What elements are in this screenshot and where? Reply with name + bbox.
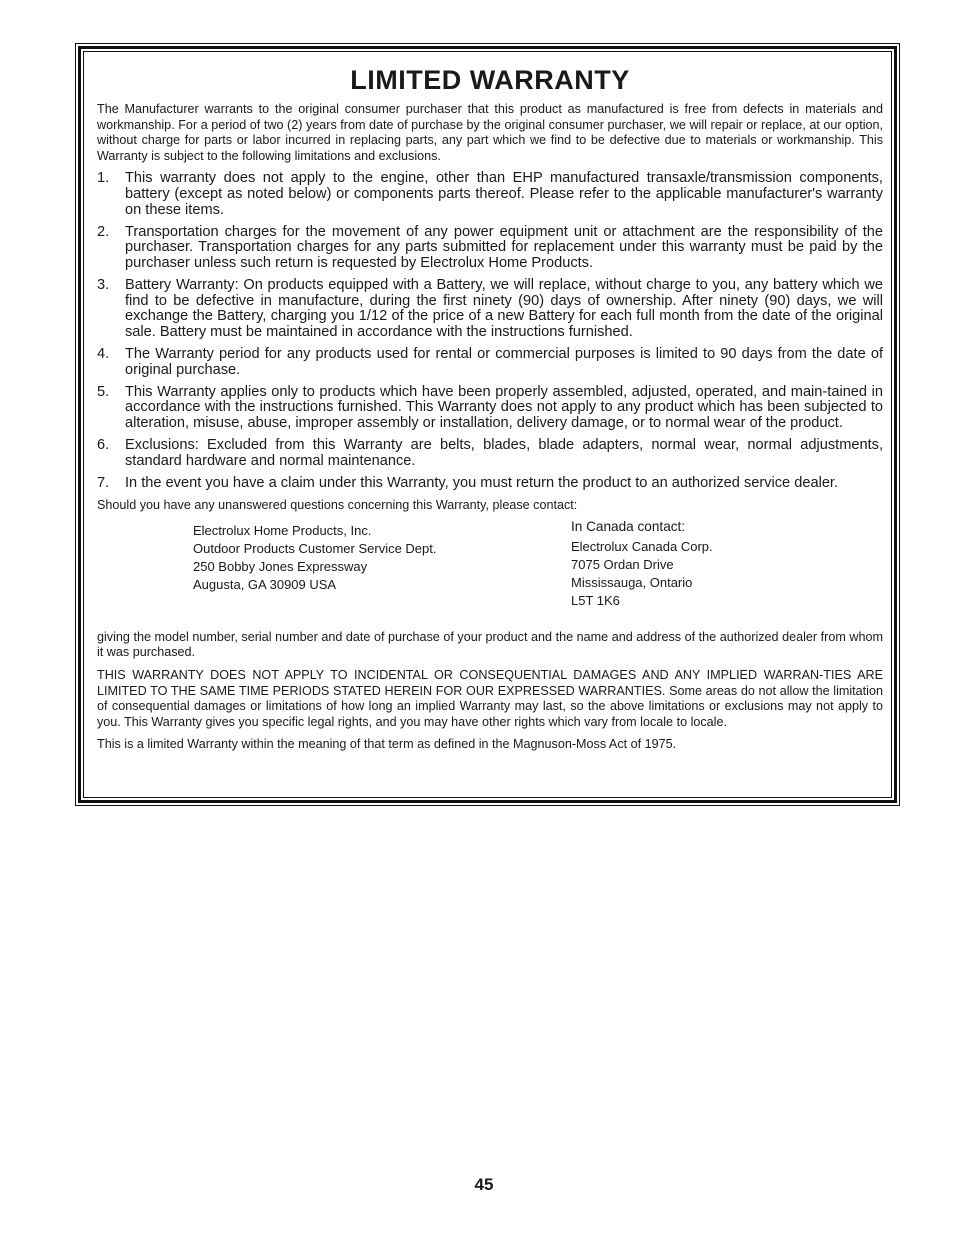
limitations-list: [97, 171, 883, 491]
warranty-content: [97, 58, 883, 760]
item-number: 4.: [97, 346, 110, 363]
contact-prompt: Should you have any unanswered questions concerning this Warranty, please contact:: [97, 498, 578, 513]
magnuson-moss-paragraph: This is a limited Warranty within the meaning of that term as defined in the Magnuson-Moss Act of 1975.: [97, 737, 677, 752]
item-text: The Warranty period for any products used for rental or commercial purposes is limited to 90 days from the date of original purchase.: [125, 346, 883, 378]
canada-contact-address: [571, 518, 713, 610]
list-item: [97, 438, 883, 469]
item-text: Exclusions: Excluded from this Warranty are belts, blades, blade adapters, normal wear, normal adjustments, standard hardware and normal maintenance.: [125, 437, 883, 469]
address-line: Augusta, GA 30909 USA: [193, 576, 337, 592]
list-item: [97, 171, 883, 218]
item-text: This Warranty applies only to products which have been properly assembled, adjusted, operated, and main-tained in accordance with the instructions furnished. This Warranty does not apply to any product which has been subjected to alteration, misuse, abuse, improper assembly or installation, delivery damage, or to normal wear of the product.: [125, 383, 883, 432]
list-item: [97, 225, 883, 272]
address-line: Mississauga, Ontario: [571, 574, 693, 590]
contact-addresses: [97, 514, 883, 630]
page-title: LIMITED WARRANTY: [350, 65, 630, 95]
address-line: Electrolux Canada Corp.: [571, 538, 713, 554]
item-number: 1.: [97, 170, 110, 187]
address-line: Electrolux Home Products, Inc.: [193, 522, 372, 538]
list-item: [97, 385, 883, 432]
item-text: Transportation charges for the movement of any power equipment unit or attachment are the responsibility of the purchaser. Transportation charges for any parts submitted for replacement under this warranty must be paid by the purchaser unless such return is requested by Electrolux Home Products.: [125, 223, 883, 271]
item-text: In the event you have a claim under this Warranty, you must return the product to an authorized service dealer.: [125, 475, 839, 492]
item-text: This warranty does not apply to the engine, other than EHP manufactured transaxle/transmission components, battery (except as noted below) or components parts thereof. Please refer to the applicable manufacturer's warranty on these items.: [125, 170, 883, 218]
page-number: 45: [474, 1175, 494, 1194]
item-number: 6.: [97, 437, 110, 454]
list-item: [97, 347, 883, 378]
address-line: 7075 Ordan Drive: [571, 556, 674, 572]
us-contact-address: [193, 522, 437, 594]
item-number: 3.: [97, 277, 110, 294]
item-number: 2.: [97, 223, 110, 240]
item-text: Battery Warranty: On products equipped with a Battery, we will replace, without charge to you, any battery which we find to be defective in manufacture, during the first ninety (90) days of ownership. After ninety (90) days, we will exchange the Battery, charging you 1/12 of the price of a new Battery for each full month from the date of the original sale. Battery must be maintained in accordance with the instructions furnished.: [125, 277, 883, 340]
address-line: L5T 1K6: [571, 592, 620, 608]
address-line: 250 Bobby Jones Expressway: [193, 558, 368, 574]
list-item: [97, 278, 883, 340]
item-number: 5.: [97, 383, 110, 400]
disclaimer-paragraph: THIS WARRANTY DOES NOT APPLY TO INCIDENTAL OR CONSEQUENTIAL DAMAGES AND ANY IMPLIED WARRAN-TIES ARE LIMITED TO THE SAME TIME PERIODS STATED HEREIN FOR OUR EXPRESSED WARRANTIES. Some areas do not allow the limitation of consequential damages or limitations of how long an implied Warranty may last, so the above limitations or exclusions may not apply to you. This Warranty gives you specific legal rights, and you may have other rights which vary from locale to locale.: [97, 668, 883, 729]
intro-paragraph: The Manufacturer warrants to the original consumer purchaser that this product as manufactured is free from defects in materials and workmanship. For a period of two (2) years from date of purchase by the original consumer purchaser, we will repair or replace, at our option, without charge for parts or labor incurred in replacing parts, any part which we find to be defective due to materials or workmanship. This Warranty is subject to the following limitations and exclusions.: [97, 102, 883, 163]
list-item: [97, 476, 883, 492]
item-number: 7.: [97, 475, 110, 492]
giving-details-paragraph: giving the model number, serial number and date of purchase of your product and the name and address of the authorized dealer from whom it was purchased.: [97, 629, 883, 660]
canada-contact-heading: In Canada contact:: [571, 518, 686, 534]
address-line: Outdoor Products Customer Service Dept.: [193, 540, 437, 556]
